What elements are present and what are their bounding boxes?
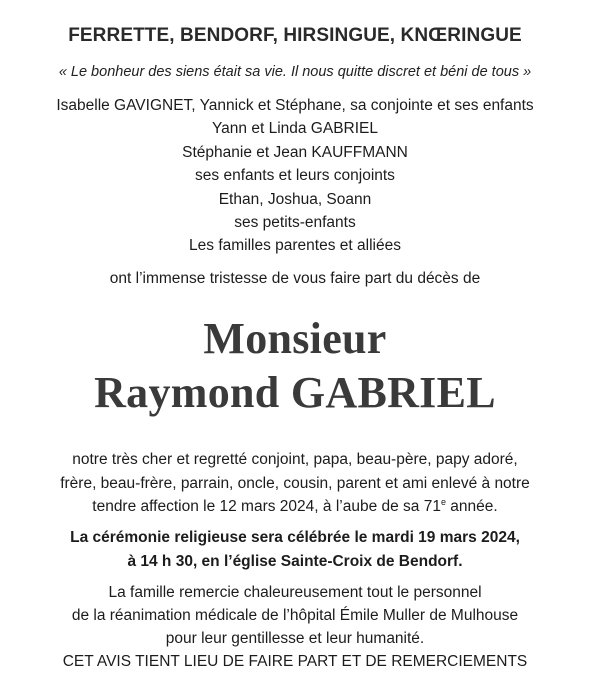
description-text: tendre affection le 12 mars 2024, à l’aube de sa 71 <box>92 498 441 515</box>
description-line: frère, beau-frère, parrain, oncle, cousin, parent et ami enlevé à notre <box>60 474 530 492</box>
family-line: ses enfants et leurs conjoints <box>195 167 395 185</box>
closing-statement: CET AVIS TIENT LIEU DE FAIRE PART ET DE REMERCIEMENTS <box>62 653 528 670</box>
ceremony-details <box>0 526 590 573</box>
ordinal-suffix: e <box>440 496 446 507</box>
deceased-description <box>0 448 590 519</box>
deceased-title: Monsieur <box>203 314 387 363</box>
family-line: Stéphanie et Jean KAUFFMANN <box>182 143 408 161</box>
thanks-line: La famille remercie chaleureusement tout le personnel <box>108 584 482 601</box>
ceremony-line: à 14 h 30, en l’église Sainte-Croix de Bendorf. <box>127 552 463 570</box>
family-list <box>0 94 590 258</box>
family-line: ses petits-enfants <box>234 214 356 232</box>
description-line: notre très cher et regretté conjoint, papa, beau-père, papy adoré, <box>72 451 518 468</box>
family-line: Les familles parentes et alliées <box>189 237 401 255</box>
description-line <box>0 495 590 519</box>
announcement-intro: ont l’immense tristesse de vous faire part du décès de <box>109 270 481 287</box>
ceremony-line: La cérémonie religieuse sera célébrée le mardi 19 mars 2024, <box>70 529 520 546</box>
thanks-line: de la réanimation médicale de l’hôpital Émile Muller de Mulhouse <box>71 607 519 624</box>
family-line: Ethan, Joshua, Soann <box>218 190 372 208</box>
locations-heading: FERRETTE, BENDORF, HIRSINGUE, KNŒRINGUE <box>68 25 522 46</box>
family-line: Isabelle GAVIGNET, Yannick et Stéphane, sa conjointe et ses enfants <box>56 97 534 114</box>
deceased-name: Raymond GABRIEL <box>94 368 496 417</box>
description-text: année. <box>446 498 498 515</box>
epitaph-quote: « Le bonheur des siens était sa vie. Il nous quitte discret et béni de tous » <box>58 64 532 80</box>
deceased-name-block <box>0 312 590 420</box>
acknowledgements <box>0 581 590 673</box>
family-line: Yann et Linda GABRIEL <box>211 120 378 138</box>
thanks-line: pour leur gentillesse et leur humanité. <box>165 630 425 647</box>
